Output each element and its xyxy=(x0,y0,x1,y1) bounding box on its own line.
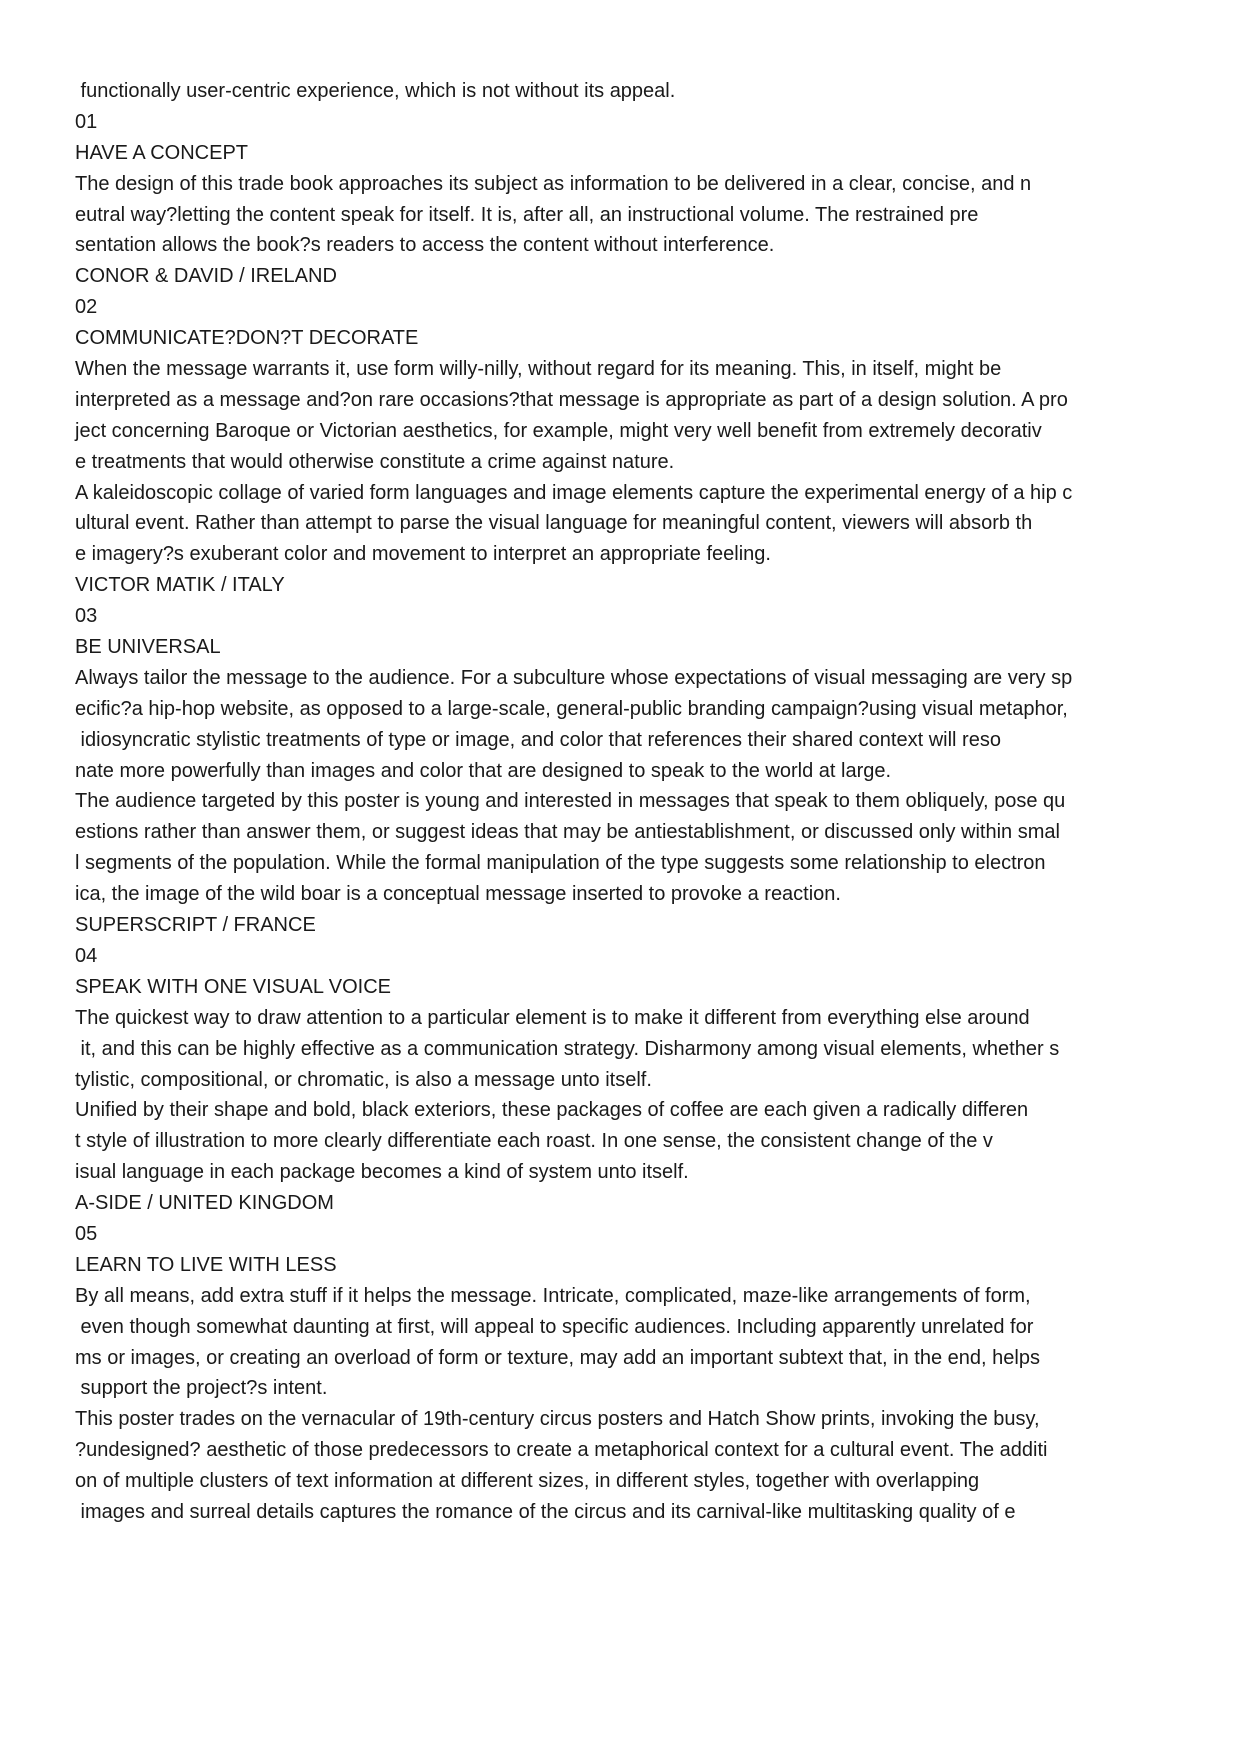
text-line: estions rather than answer them, or suggest ideas that may be antiestablishment, or discussed only within smal xyxy=(75,821,1060,844)
text-line: on of multiple clusters of text information at different sizes, in different styles, together with overlapping xyxy=(75,1470,980,1493)
text-line: isual language in each package becomes a kind of system unto itself. xyxy=(75,1161,689,1184)
text-line: sentation allows the book?s readers to access the content without interference. xyxy=(75,234,775,257)
text-line: eutral way?letting the content speak for itself. It is, after all, an instructional volume. The restrained pre xyxy=(75,203,979,226)
text-line: Unified by their shape and bold, black exteriors, these packages of coffee are each given a radically differen xyxy=(75,1099,1029,1122)
section-heading: LEARN TO LIVE WITH LESS xyxy=(75,1253,337,1276)
text-line: By all means, add extra stuff if it helps the message. Intricate, complicated, maze-like arrangements of form, xyxy=(75,1284,1031,1307)
text-line: ecific?a hip-hop website, as opposed to a large-scale, general-public branding campaign?using visual metaphor, xyxy=(75,697,1068,720)
credit-line: CONOR & DAVID / IRELAND xyxy=(75,265,337,288)
section-heading: HAVE A CONCEPT xyxy=(75,141,249,164)
section-heading: SPEAK WITH ONE VISUAL VOICE xyxy=(75,975,391,998)
section-number: 05 xyxy=(75,1222,98,1245)
text-line: tylistic, compositional, or chromatic, is also a message unto itself. xyxy=(75,1068,652,1091)
credit-line: SUPERSCRIPT / FRANCE xyxy=(75,914,316,937)
document-page xyxy=(75,76,1185,1528)
text-line: e treatments that would otherwise constitute a crime against nature. xyxy=(75,450,675,473)
credit-line: A-SIDE / UNITED KINGDOM xyxy=(75,1192,334,1215)
text-line: The design of this trade book approaches its subject as information to be delivered in a clear, concise, and n xyxy=(75,172,1032,195)
text-line: Always tailor the message to the audience. For a subculture whose expectations of visual messaging are very sp xyxy=(75,666,1073,689)
text-line: it, and this can be highly effective as a communication strategy. Disharmony among visual elements, whether s xyxy=(75,1037,1060,1060)
text-line: ms or images, or creating an overload of form or texture, may add an important subtext that, in the end, helps xyxy=(75,1346,1040,1369)
text-line: e imagery?s exuberant color and movement to interpret an appropriate feeling. xyxy=(75,543,771,566)
text-line: even though somewhat daunting at first, will appeal to specific audiences. Including apparently unrelated for xyxy=(75,1315,1034,1338)
text-line: functionally user-centric experience, which is not without its appeal. xyxy=(75,80,676,102)
text-line: idiosyncratic stylistic treatments of type or image, and color that references their shared context will reso xyxy=(75,728,1001,751)
text-line: A kaleidoscopic collage of varied form languages and image elements capture the experimental energy of a hip c xyxy=(75,481,1073,504)
section-heading: COMMUNICATE?DON?T DECORATE xyxy=(75,327,419,350)
text-line: ica, the image of the wild boar is a conceptual message inserted to provoke a reaction. xyxy=(75,883,841,906)
text-line: l segments of the population. While the formal manipulation of the type suggests some relationship to electron xyxy=(75,852,1046,875)
section-number: 02 xyxy=(75,296,98,319)
text-line: ject concerning Baroque or Victorian aesthetics, for example, might very well benefit from extremely decorativ xyxy=(75,419,1042,442)
text-line: When the message warrants it, use form willy-nilly, without regard for its meaning. This, in itself, might be xyxy=(75,358,1002,381)
text-line: interpreted as a message and?on rare occasions?that message is appropriate as part of a design solution. A pro xyxy=(75,388,1068,411)
text-line: This poster trades on the vernacular of 19th-century circus posters and Hatch Show prints, invoking the busy, xyxy=(75,1408,1040,1431)
text-line: ?undesigned? aesthetic of those predecessors to create a metaphorical context for a cultural event. The additi xyxy=(75,1439,1048,1462)
section-heading: BE UNIVERSAL xyxy=(75,636,221,659)
text-line: images and surreal details captures the romance of the circus and its carnival-like multitasking quality of e xyxy=(75,1500,1016,1523)
section-number: 01 xyxy=(75,110,98,133)
text-line: t style of illustration to more clearly differentiate each roast. In one sense, the consistent change of the v xyxy=(75,1130,993,1153)
section-number: 03 xyxy=(75,605,98,628)
text-line: support the project?s intent. xyxy=(75,1377,328,1400)
text-line: The quickest way to draw attention to a particular element is to make it different from everything else around xyxy=(75,1006,1030,1029)
credit-line: VICTOR MATIK / ITALY xyxy=(75,574,285,597)
text-line: The audience targeted by this poster is young and interested in messages that speak to them obliquely, pose qu xyxy=(75,790,1066,813)
text-line: ultural event. Rather than attempt to parse the visual language for meaningful content, viewers will absorb th xyxy=(75,512,1033,535)
text-line: nate more powerfully than images and color that are designed to speak to the world at large. xyxy=(75,759,892,782)
section-number: 04 xyxy=(75,944,98,967)
